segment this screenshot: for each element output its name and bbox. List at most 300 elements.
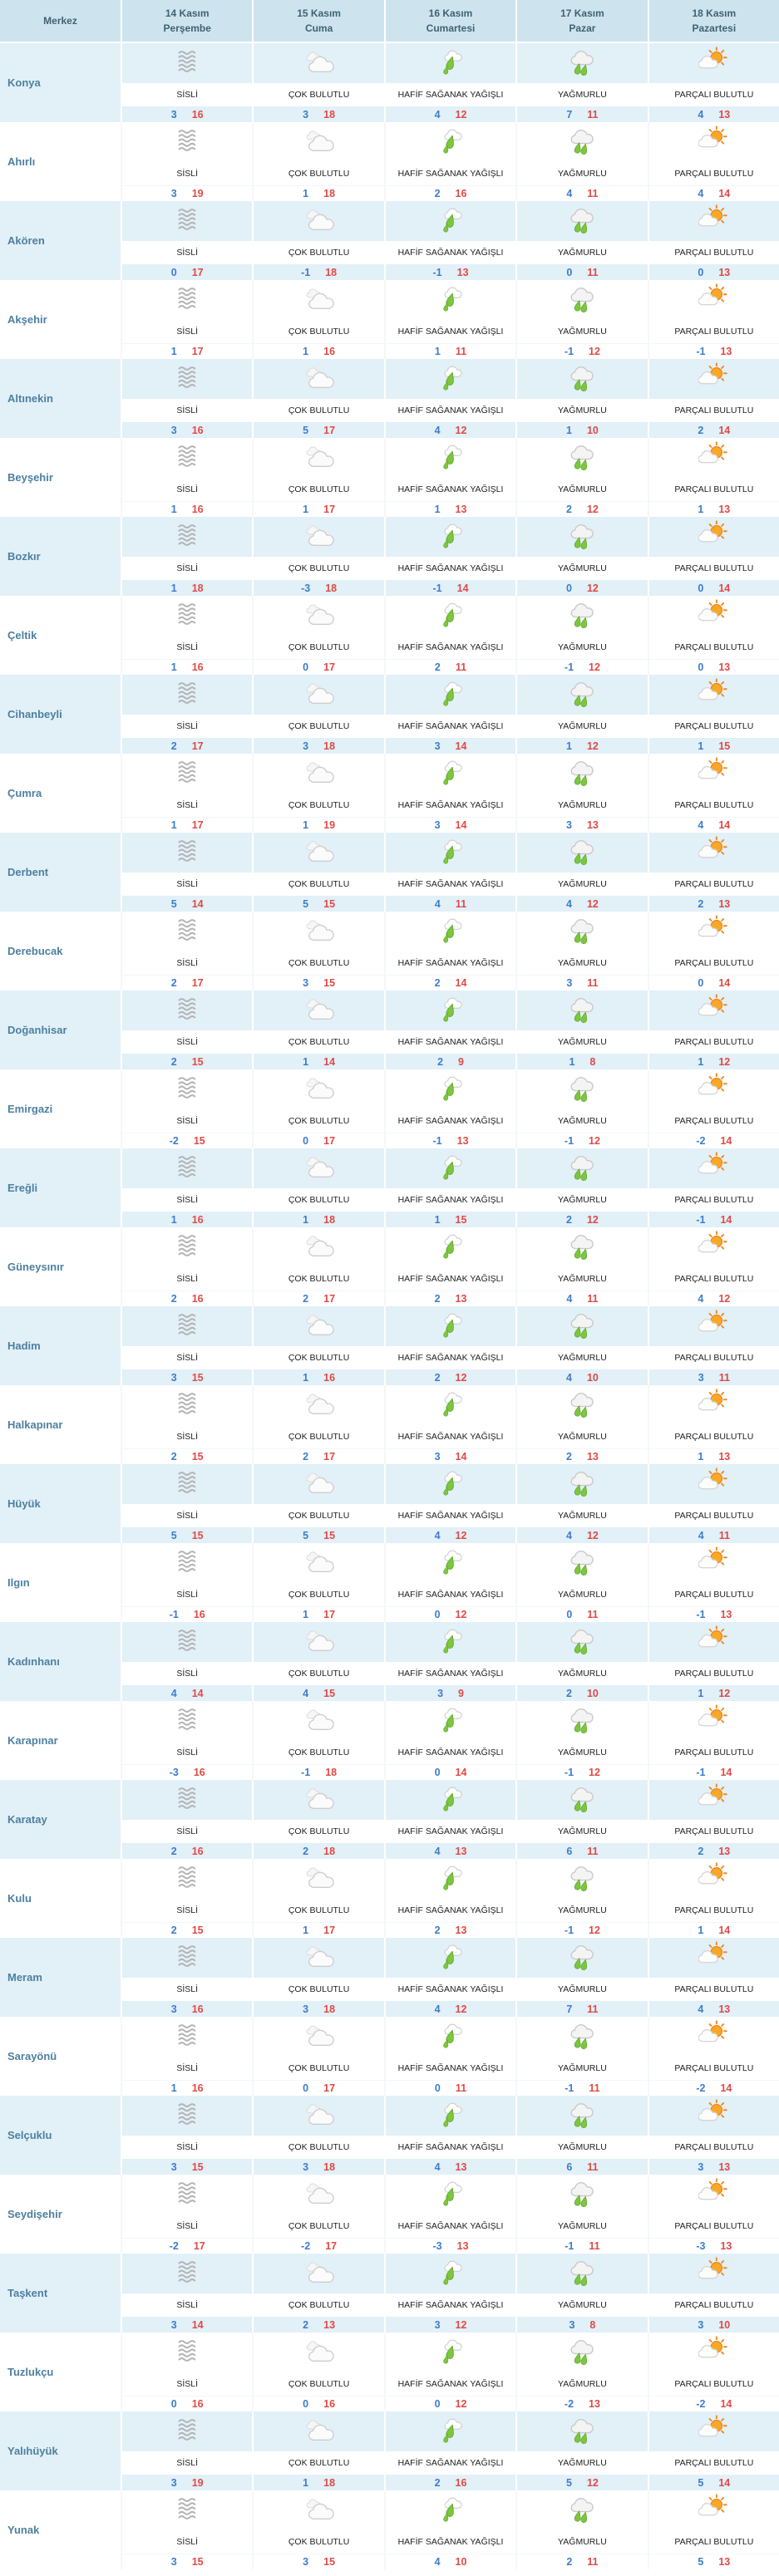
max-temp: 18 [323, 2161, 336, 2173]
partly-cloudy-icon [698, 2335, 730, 2367]
forecast-cell [121, 754, 252, 833]
max-temp: 15 [323, 1529, 336, 1541]
cloudy-icon [303, 519, 335, 551]
condition-label: ÇOK BULUTLU [288, 1195, 350, 1205]
min-temp: 0 [698, 977, 704, 989]
partly-cloudy-icon [698, 2019, 730, 2051]
rain-icon [566, 1072, 598, 1104]
max-temp: 13 [720, 346, 732, 357]
max-temp: 10 [586, 424, 599, 436]
forecast-cell [252, 43, 383, 122]
min-temp: 2 [170, 977, 177, 989]
forecast-cell [121, 2254, 252, 2333]
forecast-cell [648, 1148, 779, 1227]
forecast-cell [648, 1622, 779, 1701]
light-showers-icon [435, 125, 466, 156]
max-temp: 11 [587, 977, 599, 989]
max-temp: 16 [191, 1213, 204, 1226]
condition-label: YAĞMURLU [558, 1984, 607, 1994]
min-temp: 3 [569, 2318, 575, 2331]
forecast-cell [515, 517, 647, 596]
max-temp: 16 [191, 504, 204, 515]
table-row [0, 122, 779, 201]
table-row [0, 1701, 779, 1780]
condition-label: PARÇALI BULUTLU [674, 1905, 754, 1915]
rain-icon [566, 598, 598, 630]
fog-icon [171, 1546, 203, 1577]
condition-label: YAĞMURLU [558, 1826, 607, 1836]
max-temp: 16 [191, 1845, 204, 1857]
min-temp: -1 [696, 1609, 706, 1620]
fog-icon [171, 2335, 203, 2367]
condition-label: PARÇALI BULUTLU [674, 2379, 754, 2389]
partly-cloudy-icon [698, 835, 730, 867]
city-name[interactable]: Ilgın [0, 1543, 121, 1622]
max-temp: 12 [718, 1055, 731, 1068]
forecast-cell [515, 2490, 647, 2569]
min-temp: 4 [170, 1687, 177, 1699]
max-temp: 14 [720, 1213, 732, 1226]
cloudy-icon [303, 1072, 335, 1104]
min-temp: 4 [434, 424, 441, 436]
min-temp: 0 [303, 2398, 309, 2410]
light-showers-icon [435, 677, 466, 709]
fog-icon [171, 2493, 203, 2524]
max-temp: 14 [718, 2476, 731, 2489]
city-name[interactable]: Derebucak [0, 912, 121, 991]
cloudy-icon [303, 46, 335, 77]
city-name[interactable]: Güneysınır [0, 1227, 121, 1306]
forecast-cell [121, 1859, 252, 1938]
min-temp: 4 [565, 897, 572, 910]
city-name[interactable]: Taşkent [0, 2254, 121, 2333]
city-name[interactable]: Selçuklu [0, 2096, 121, 2175]
min-temp: 1 [698, 1687, 704, 1699]
city-name[interactable]: Akören [0, 201, 121, 280]
max-temp: 17 [323, 1293, 336, 1305]
forecast-cell [252, 122, 383, 201]
max-temp: 12 [589, 346, 600, 357]
condition-label: SİSLİ [176, 1195, 199, 1205]
forecast-cell [384, 43, 515, 122]
forecast-cell [252, 833, 383, 912]
min-temp: 0 [566, 266, 573, 278]
city-name[interactable]: Beyşehir [0, 438, 121, 517]
max-temp: 17 [323, 1609, 336, 1620]
fog-icon [171, 1388, 203, 1419]
fog-icon [171, 2019, 203, 2051]
max-temp: 12 [455, 1529, 467, 1541]
forecast-cell [515, 438, 647, 517]
min-temp: -2 [564, 2398, 574, 2410]
fog-icon [171, 361, 203, 393]
min-temp: 5 [303, 1529, 309, 1541]
condition-label: HAFİF SAĞANAK YAĞIŞLI [397, 1669, 504, 1679]
min-temp: -1 [696, 1213, 706, 1226]
min-temp: 2 [565, 1687, 572, 1699]
table-row [0, 754, 779, 833]
condition-label: SİSLİ [176, 1116, 199, 1126]
condition-label: PARÇALI BULUTLU [674, 2537, 754, 2547]
city-name[interactable]: Kulu [0, 1859, 121, 1938]
weekday-label: Perşembe [163, 22, 211, 34]
condition-label: PARÇALI BULUTLU [674, 1984, 754, 1994]
forecast-cell [384, 2096, 515, 2175]
partly-cloudy-icon [698, 2098, 730, 2130]
min-temp: 4 [434, 2556, 441, 2568]
condition-label: ÇOK BULUTLU [288, 1748, 350, 1757]
min-temp: 3 [434, 2318, 441, 2331]
min-temp: 2 [303, 1845, 309, 1857]
forecast-cell [648, 1306, 779, 1385]
condition-label: YAĞMURLU [558, 2300, 607, 2310]
city-name[interactable]: Akşehir [0, 280, 121, 359]
condition-label: ÇOK BULUTLU [288, 1037, 350, 1047]
min-temp: 0 [434, 1609, 441, 1620]
city-name[interactable]: Ahırlı [0, 122, 121, 201]
rain-icon [566, 677, 598, 709]
light-showers-icon [435, 2098, 466, 2130]
max-temp: 18 [323, 188, 336, 199]
table-row [0, 1780, 779, 1859]
condition-label: YAĞMURLU [558, 642, 607, 652]
max-temp: 14 [455, 740, 467, 752]
fog-icon [171, 2256, 203, 2288]
forecast-cell [252, 596, 383, 675]
condition-label: ÇOK BULUTLU [288, 1590, 350, 1600]
date-label: 15 Kasım [297, 7, 341, 19]
max-temp: 13 [718, 108, 731, 120]
light-showers-icon [435, 1625, 466, 1656]
max-temp: 16 [191, 1293, 204, 1305]
min-temp: 2 [303, 2318, 309, 2331]
max-temp: 13 [718, 2161, 731, 2173]
max-temp: 13 [589, 2398, 600, 2410]
forecast-cell [252, 1385, 383, 1464]
max-temp: 14 [455, 1451, 467, 1463]
table-row [0, 2175, 779, 2254]
min-temp: 0 [170, 266, 177, 278]
condition-label: PARÇALI BULUTLU [674, 1116, 754, 1126]
min-temp: 4 [303, 1687, 309, 1699]
max-temp: 15 [323, 2556, 336, 2568]
forecast-cell [648, 1543, 779, 1622]
forecast-cell [121, 438, 252, 517]
forecast-cell [515, 1780, 647, 1859]
min-temp: 1 [170, 819, 177, 831]
min-temp: 1 [698, 1451, 704, 1463]
city-name[interactable]: Bozkır [0, 517, 121, 596]
min-temp: 4 [434, 2161, 441, 2173]
fog-icon [171, 835, 203, 867]
min-temp: -1 [432, 1135, 442, 1147]
min-temp: -1 [169, 1609, 179, 1620]
partly-cloudy-icon [698, 1230, 730, 1261]
light-showers-icon [435, 2414, 466, 2446]
min-temp: 0 [434, 2398, 441, 2410]
min-temp: 2 [565, 1451, 572, 1463]
max-temp: 15 [191, 1925, 204, 1936]
forecast-cell [252, 1859, 383, 1938]
table-row [0, 438, 779, 517]
condition-label: PARÇALI BULUTLU [674, 1748, 754, 1757]
forecast-cell [121, 2017, 252, 2096]
forecast-cell [384, 833, 515, 912]
condition-label: HAFİF SAĞANAK YAĞIŞLI [397, 721, 504, 731]
min-temp: 2 [698, 424, 704, 436]
forecast-cell [648, 754, 779, 833]
forecast-cell [384, 1227, 515, 1306]
light-showers-icon [435, 1940, 466, 1972]
forecast-cell [648, 675, 779, 754]
condition-label: ÇOK BULUTLU [288, 2537, 350, 2547]
city-name[interactable]: Çumra [0, 754, 121, 833]
max-temp: 11 [587, 108, 599, 120]
min-temp: 2 [434, 1925, 441, 1936]
max-temp: 11 [455, 346, 467, 357]
max-temp: 13 [455, 2161, 467, 2173]
max-temp: 14 [720, 1767, 732, 1778]
city-name[interactable]: Hüyük [0, 1464, 121, 1543]
condition-label: ÇOK BULUTLU [288, 1274, 350, 1284]
condition-label: ÇOK BULUTLU [288, 879, 350, 889]
rain-icon [566, 756, 598, 788]
city-name[interactable]: Hadim [0, 1306, 121, 1385]
condition-label: HAFİF SAĞANAK YAĞIŞLI [397, 1037, 504, 1047]
city-name[interactable]: Altınekin [0, 359, 121, 438]
fog-icon [171, 2177, 203, 2209]
min-temp: -2 [169, 2240, 179, 2252]
forecast-cell [384, 1464, 515, 1543]
max-temp: 17 [323, 424, 336, 436]
condition-label: SİSLİ [176, 1590, 199, 1600]
max-temp: 8 [589, 1055, 596, 1068]
condition-label: YAĞMURLU [558, 1590, 607, 1600]
max-temp: 15 [323, 1687, 336, 1699]
city-name[interactable]: Kadınhanı [0, 1622, 121, 1701]
min-temp: 4 [698, 108, 704, 120]
city-name[interactable]: Ereğli [0, 1148, 121, 1227]
forecast-cell [384, 1938, 515, 2017]
max-temp: 14 [720, 2398, 732, 2410]
forecast-cell [384, 1385, 515, 1464]
cloudy-icon [303, 1151, 335, 1182]
min-temp: -1 [301, 266, 311, 278]
min-temp: 0 [434, 1767, 441, 1778]
forecast-cell [252, 675, 383, 754]
city-name[interactable]: Karapınar [0, 1701, 121, 1780]
min-temp: 3 [170, 2003, 177, 2015]
min-temp: -1 [564, 1925, 574, 1936]
forecast-cell [121, 359, 252, 438]
table-row [0, 517, 779, 596]
max-temp: 15 [191, 1371, 204, 1384]
condition-label: PARÇALI BULUTLU [674, 800, 754, 810]
cloudy-icon [303, 2019, 335, 2051]
max-temp: 12 [586, 897, 599, 910]
city-name[interactable]: Sarayönü [0, 2017, 121, 2096]
column-header-day-1 [121, 0, 252, 42]
forecast-cell [384, 122, 515, 201]
max-temp: 12 [718, 1687, 731, 1699]
forecast-cell [515, 2254, 647, 2333]
max-temp: 11 [587, 2556, 599, 2568]
min-temp: 1 [303, 188, 309, 199]
rain-icon [566, 1940, 598, 1972]
forecast-cell [648, 1859, 779, 1938]
max-temp: 12 [586, 740, 599, 752]
max-temp: 17 [191, 740, 204, 752]
cloudy-icon [303, 2098, 335, 2130]
table-row [0, 596, 779, 675]
light-showers-icon [435, 756, 466, 788]
condition-label: HAFİF SAĞANAK YAĞIŞLI [397, 248, 504, 258]
min-temp: 5 [170, 1529, 177, 1541]
min-temp: -3 [696, 2240, 706, 2252]
max-temp: 12 [455, 2003, 467, 2015]
condition-label: YAĞMURLU [558, 1669, 607, 1679]
min-temp: -2 [301, 2240, 311, 2252]
light-showers-icon [435, 2019, 466, 2051]
forecast-cell [515, 833, 647, 912]
condition-label: HAFİF SAĞANAK YAĞIŞLI [397, 2142, 504, 2152]
max-temp: 16 [191, 661, 204, 673]
forecast-cell [384, 2254, 515, 2333]
min-temp: 1 [303, 1609, 309, 1620]
city-name[interactable]: Emirgazi [0, 1069, 121, 1148]
condition-label: YAĞMURLU [558, 2379, 607, 2389]
rain-icon [566, 1467, 598, 1498]
max-temp: 18 [325, 1767, 338, 1778]
city-name[interactable]: Yalıhüyük [0, 2411, 121, 2490]
max-temp: 15 [455, 1213, 467, 1226]
table-row [0, 1622, 779, 1701]
forecast-cell [648, 1780, 779, 1859]
min-temp: -1 [432, 266, 442, 278]
city-name[interactable]: Çeltik [0, 596, 121, 675]
max-temp: 17 [325, 2240, 338, 2252]
city-name[interactable]: Seydişehir [0, 2175, 121, 2254]
max-temp: 16 [193, 1609, 205, 1620]
condition-label: HAFİF SAĞANAK YAĞIŞLI [397, 1353, 504, 1363]
forecast-cell [121, 2096, 252, 2175]
min-temp: 4 [566, 1293, 573, 1305]
min-temp: 2 [434, 661, 441, 673]
max-temp: 11 [455, 2082, 467, 2094]
table-row [0, 2096, 779, 2175]
min-temp: 1 [170, 661, 177, 673]
forecast-cell [648, 991, 779, 1069]
forecast-cell [515, 1543, 647, 1622]
max-temp: 12 [589, 1767, 600, 1778]
max-temp: 13 [455, 1845, 467, 1857]
city-name[interactable]: Yunak [0, 2490, 121, 2569]
min-temp: 1 [434, 346, 441, 357]
forecast-cell [384, 1622, 515, 1701]
forecast-cell [252, 280, 383, 359]
fog-icon [171, 1861, 203, 1893]
forecast-cell [648, 1385, 779, 1464]
max-temp: 11 [587, 2161, 599, 2173]
max-temp: 14 [323, 1055, 336, 1068]
forecast-cell [384, 517, 515, 596]
partly-cloudy-icon [698, 1782, 730, 1814]
city-name[interactable]: Tuzlukçu [0, 2333, 121, 2411]
max-temp: 16 [323, 346, 336, 357]
max-temp: 15 [718, 740, 731, 752]
city-name[interactable]: Karatay [0, 1780, 121, 1859]
condition-label: SİSLİ [176, 484, 199, 494]
condition-label: YAĞMURLU [558, 2063, 607, 2073]
forecast-cell [384, 754, 515, 833]
condition-label: PARÇALI BULUTLU [674, 484, 754, 494]
city-name[interactable]: Doğanhisar [0, 991, 121, 1069]
cloudy-icon [303, 283, 335, 314]
min-temp: 0 [303, 661, 309, 673]
partly-cloudy-icon [698, 1072, 730, 1104]
city-name[interactable]: Halkapınar [0, 1385, 121, 1464]
min-temp: 1 [170, 2082, 177, 2094]
light-showers-icon [435, 914, 466, 946]
city-name[interactable]: Cihanbeyli [0, 675, 121, 754]
light-showers-icon [435, 1309, 466, 1340]
min-temp: 2 [698, 1845, 704, 1857]
max-temp: 17 [323, 1925, 336, 1936]
table-row [0, 1069, 779, 1148]
min-temp: -1 [564, 1767, 574, 1778]
city-name[interactable]: Meram [0, 1938, 121, 2017]
min-temp: 0 [170, 2398, 177, 2410]
forecast-cell [648, 912, 779, 991]
forecast-cell [384, 675, 515, 754]
min-temp: 2 [303, 1451, 309, 1463]
max-temp: 13 [455, 504, 467, 515]
max-temp: 16 [323, 2398, 336, 2410]
max-temp: 13 [455, 1925, 467, 1936]
min-temp: 3 [170, 2318, 177, 2331]
forecast-cell [121, 1464, 252, 1543]
light-showers-icon [435, 2493, 466, 2524]
min-temp: 3 [303, 2556, 309, 2568]
forecast-cell [648, 1701, 779, 1780]
min-temp: 2 [565, 504, 572, 515]
min-temp: -1 [696, 1767, 706, 1778]
fog-icon [171, 993, 203, 1025]
city-name[interactable]: Derbent [0, 833, 121, 912]
max-temp: 14 [718, 1925, 731, 1936]
forecast-cell [515, 201, 647, 280]
condition-label: YAĞMURLU [558, 1037, 607, 1047]
min-temp: 1 [170, 1213, 177, 1226]
condition-label: ÇOK BULUTLU [288, 1826, 350, 1836]
max-temp: 16 [455, 2476, 467, 2489]
forecast-cell [121, 1069, 252, 1148]
rain-icon [566, 1309, 598, 1340]
column-header-day-4 [515, 0, 647, 42]
forecast-cell [648, 359, 779, 438]
forecast-cell [121, 991, 252, 1069]
partly-cloudy-icon [698, 1625, 730, 1656]
max-temp: 18 [325, 582, 338, 594]
max-temp: 14 [455, 977, 467, 989]
condition-label: ÇOK BULUTLU [288, 169, 350, 179]
city-name[interactable]: Konya [0, 43, 121, 122]
light-showers-icon [435, 2256, 466, 2288]
forecast-cell [515, 2096, 647, 2175]
light-showers-icon [435, 1546, 466, 1577]
min-temp: 4 [698, 188, 704, 199]
max-temp: 13 [718, 661, 731, 673]
